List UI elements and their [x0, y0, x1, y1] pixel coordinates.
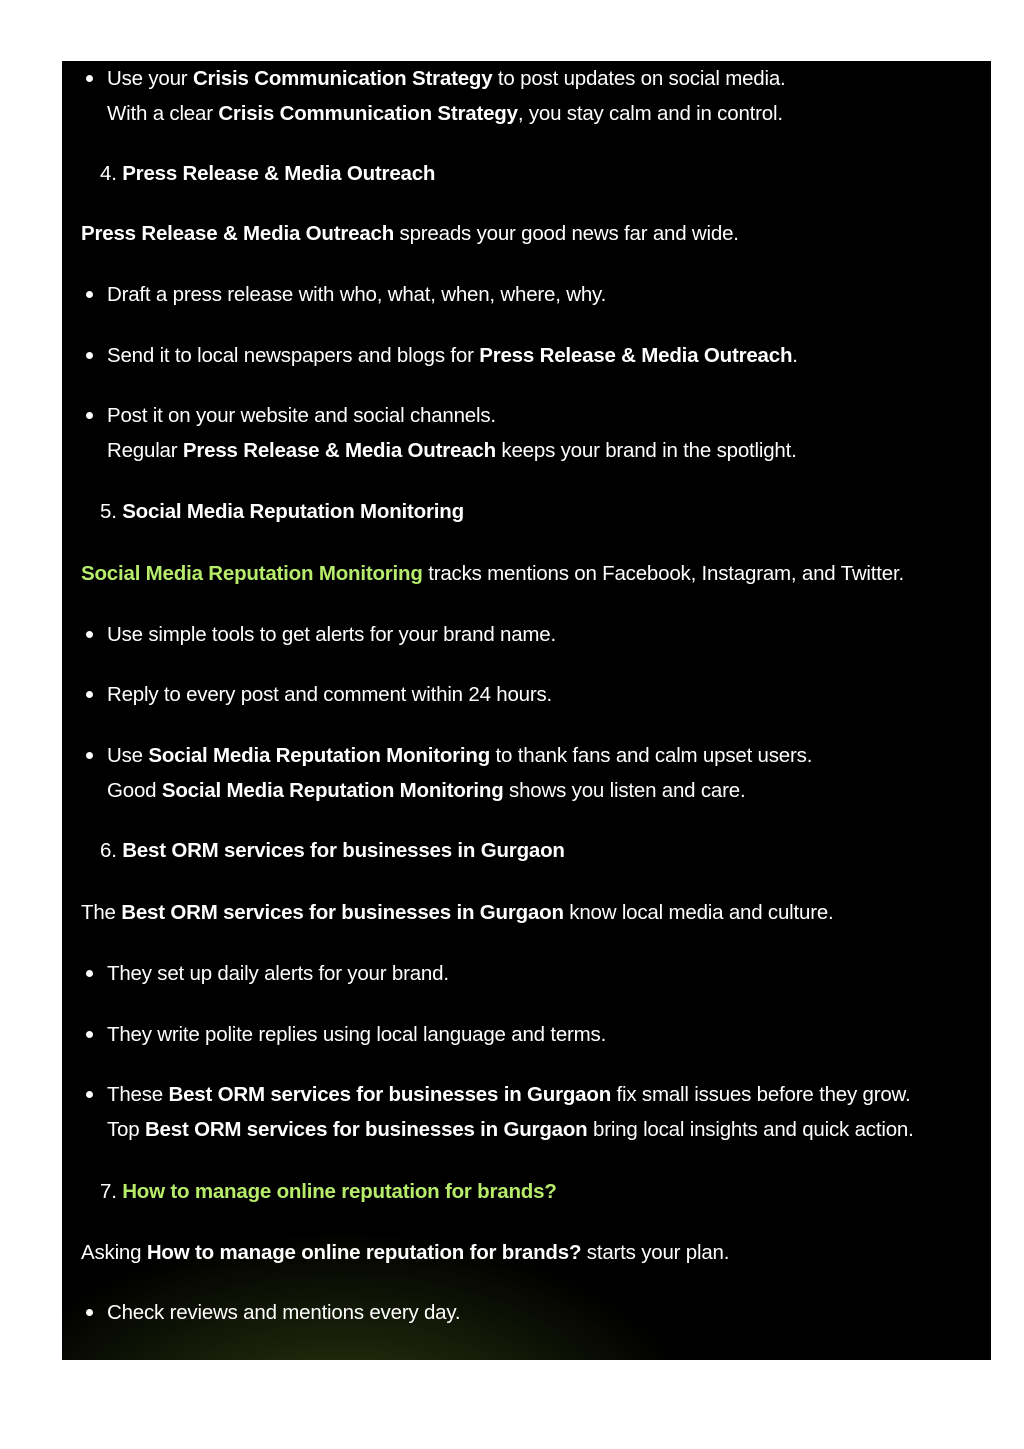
bold-term: Press Release & Media Outreach: [81, 222, 395, 245]
section-heading-7: [62, 1174, 991, 1209]
heading-number: 7.: [100, 1180, 123, 1203]
text: These: [107, 1083, 169, 1106]
text: to thank fans and calm upset users.: [490, 744, 813, 767]
text: Use: [107, 744, 149, 767]
text: know local media and culture.: [563, 901, 834, 924]
list-item-continuation: [62, 96, 991, 131]
highlighted-link[interactable]: Social Media Reputation Monitoring: [81, 562, 423, 585]
list-item: They set up daily alerts for your brand.: [62, 956, 991, 991]
bold-term: Press Release & Media Outreach: [182, 439, 496, 462]
text: bring local insights and quick action.: [587, 1118, 914, 1141]
text: Top: [107, 1118, 145, 1141]
bold-term: Crisis Communication Strategy: [192, 67, 493, 90]
paragraph: [62, 216, 991, 251]
list-item: Reply to every post and comment within 24 hours.: [62, 677, 991, 712]
text: to post updates on social media.: [492, 67, 786, 90]
section-heading-5: [62, 494, 991, 529]
list-item: Draft a press release with who, what, when, where, why.: [62, 277, 991, 312]
list-item-continuation: [62, 433, 991, 468]
list-item-continuation: [62, 773, 991, 808]
bold-term: Social Media Reputation Monitoring: [148, 744, 491, 767]
text: .: [792, 344, 798, 367]
bold-term: How to manage online reputation for brands?: [146, 1241, 582, 1264]
heading-number: 5.: [100, 500, 123, 523]
list-item: Post it on your website and social channels.: [62, 398, 991, 433]
list-item: [62, 1077, 991, 1112]
text: Send it to local newspapers and blogs for: [107, 344, 480, 367]
bold-term: Best ORM services for businesses in Gurgaon: [168, 1083, 612, 1106]
text: Good: [107, 779, 162, 802]
heading-title: Best ORM services for businesses in Gurgaon: [122, 839, 565, 862]
bold-term: Crisis Communication Strategy: [218, 102, 518, 125]
heading-title: Press Release & Media Outreach: [122, 162, 436, 185]
text: fix small issues before they grow.: [611, 1083, 911, 1106]
list-item: Use simple tools to get alerts for your brand name.: [62, 617, 991, 652]
heading-number: 6.: [100, 839, 123, 862]
paragraph: [62, 895, 991, 930]
text: Asking: [81, 1241, 147, 1264]
text: , you stay calm and in control.: [517, 102, 783, 125]
text: keeps your brand in the spotlight.: [495, 439, 797, 462]
section-heading-6: [62, 833, 991, 868]
list-item: They write polite replies using local language and terms.: [62, 1017, 991, 1052]
text: With a clear: [107, 102, 219, 125]
text: tracks mentions on Facebook, Instagram, and Twitter.: [422, 562, 904, 585]
list-item: [62, 338, 991, 373]
article-panel: [62, 61, 991, 1360]
bold-term: Best ORM services for businesses in Gurgaon: [121, 901, 564, 924]
bold-term: Social Media Reputation Monitoring: [161, 779, 504, 802]
list-item: Check reviews and mentions every day.: [62, 1295, 991, 1330]
text: The: [81, 901, 122, 924]
paragraph: [62, 1235, 991, 1270]
section-heading-4: [62, 156, 991, 191]
bold-term: Press Release & Media Outreach: [479, 344, 793, 367]
text: starts your plan.: [581, 1241, 730, 1264]
list-item: [62, 738, 991, 773]
heading-link[interactable]: How to manage online reputation for brands?: [122, 1180, 557, 1203]
text: Regular: [107, 439, 183, 462]
bold-term: Best ORM services for businesses in Gurgaon: [144, 1118, 588, 1141]
heading-title: Social Media Reputation Monitoring: [122, 500, 464, 523]
text: shows you listen and care.: [503, 779, 746, 802]
heading-number: 4.: [100, 162, 123, 185]
text: spreads your good news far and wide.: [394, 222, 739, 245]
paragraph: [62, 556, 991, 591]
text: Use your: [107, 67, 193, 90]
list-item-continuation: [62, 1112, 991, 1147]
list-item: [62, 61, 991, 96]
